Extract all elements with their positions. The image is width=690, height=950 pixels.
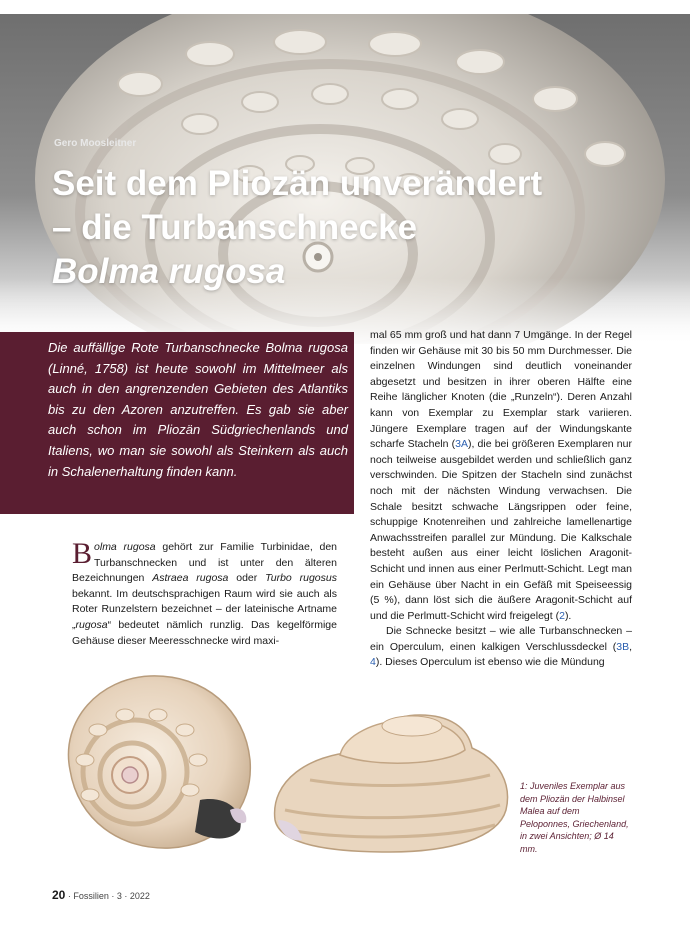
body-text: mal 65 mm groß und hat dann 7 Umgänge. In der Regel finden wir Gehäuse mit 30 bis 50 mm Durchmesser. Die einzelnen Windungen sind deutlich voneinander abgesetzt und besitzen in ihrer oberen Hälfte eine Reihe länglicher Knoten (die „Runzeln“). Deren Anzahl kann von Exemplar zu Exemplar stark variieren. Jüngere Exemplare tragen auf der Windungskante scharfe Stacheln ( [370,329,632,451]
body-text: oder [228,572,266,585]
title-scientific-name: Bolma rugosa [52,252,286,291]
body-text: “ bedeutet nämlich runzlig. Das kegelförmige Gehäuse dieser Meeresschnecke wird maxi- [72,618,337,647]
author: Gero Moosleitner [54,138,137,149]
page-footer [52,888,150,902]
body-text: , [629,640,632,653]
species-name: olma rugosa [94,541,156,553]
hero-image [0,14,690,344]
synonym-name: Astraea rugosa [152,572,229,585]
body-text: gehört zur Familie Turbinidae, den Turbanschnecken und ist unter den älteren Bezeichnungen [72,541,337,585]
shell-photo-apical-view [68,676,250,848]
body-text: bekannt. Im deutschsprachigen Raum wird sie auch als Roter Runzelstern bezeichnet – der lateinische Artname „ [72,587,337,631]
body-paragraph-1 [72,537,337,649]
drop-cap: B [72,537,93,570]
body-text: ). [564,609,572,622]
figure-caption: 1: Juveniles Exemplar aus dem Pliozän der Halbinsel Malea auf dem Peloponnes, Griechenland, in zwei Ansichten; Ø 14 mm. [520,781,629,854]
latin-term: rugosa [75,618,108,631]
body-paragraph-2 [370,328,632,624]
shell-photo-side-view [275,715,508,852]
figure-reference[interactable]: 3A [455,438,468,451]
intro-text: Die auffällige Rote Turbanschnecke Bolma rugosa (Linné, 1758) ist heute sowohl im Mittelmeer als auch in den angrenzenden Gebieten des Atlantiks bis zu den Azoren anzutreffen. Es gab sie aber auch schon im Pliozän Südgriechenlands und Italiens, wo man sie sowohl als Steinkern als auch in Schalenerhaltung finden kann. [48,340,348,479]
synonym-name: Turbo rugosus [265,572,337,585]
journal-issue: · Fossilien · 3 · 2022 [67,891,150,901]
page-number: 20 [52,888,66,902]
body-column-left [72,537,337,649]
figure-reference[interactable]: 2 [559,609,565,622]
body-text: Die Schnecke besitzt – wie alle Turbanschnecken – ein Operculum, einen kalkigen Verschlussdeckel ( [370,625,632,653]
shell-photos [40,660,520,870]
figure-reference[interactable]: 3B [616,640,630,653]
body-column-right [370,328,632,671]
figure-reference[interactable]: 4 [370,656,376,669]
title-line-1: Seit dem Pliozän unverändert [52,164,543,203]
title-line-2: – die Turbanschnecke [52,208,418,247]
page-title [52,162,662,294]
body-text: ), die bei größeren Exemplaren nur noch teilweise ausgebildet werden und schließlich ganz verschwinden. Die Spitzen der Stacheln sind zunächst noch mit der nächsten Windung verwachsen. Die Schale besitzt schwache Längsrippen oder feine, schuppige Knotenreihen und zahlreiche lamellenartige Anwachsstreifen parallel zur Mündung. Die Kalkschale besteht außen aus einer leicht löslichen Aragonit-Schicht und innen aus einer Perlmutt-Schicht. Legt man ein Gehäuse über Nacht in ein Gefäß mit Speiseessig (5 %), dann löst sich die äußere Aragonit-Schicht auf und die Perlmutt-Schicht wird freigelegt ( [370,438,632,622]
body-text: ). Dieses Operculum ist ebenso wie die Mündung [375,656,605,669]
